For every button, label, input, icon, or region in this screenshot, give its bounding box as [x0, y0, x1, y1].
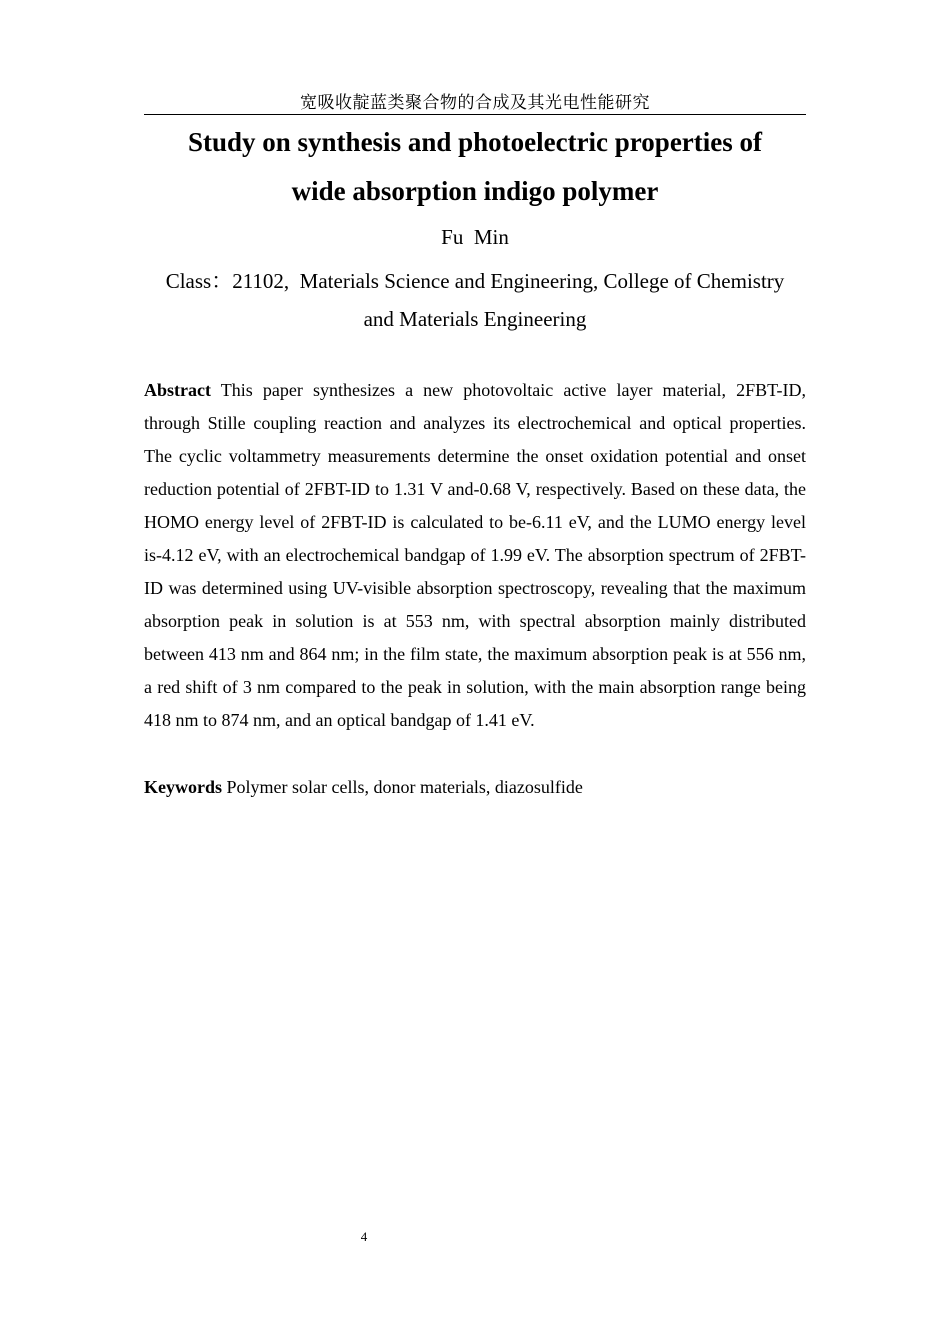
paper-title-line-1: Study on synthesis and photoelectric properties of	[187, 127, 763, 157]
author-affiliation	[130, 262, 820, 338]
affiliation-line-1: Class：21102, Materials Science and Engineering, College of Chemistry	[165, 269, 785, 293]
keywords-label: Keywords	[144, 777, 222, 797]
author-name: Fu Min	[441, 225, 509, 249]
keywords-text: Polymer solar cells, donor materials, diazosulfide	[222, 777, 583, 797]
abstract-label: Abstract	[144, 380, 211, 400]
abstract-paragraph	[144, 374, 806, 737]
abstract-text: This paper synthesizes a new photovoltaic active layer material, 2FBT-ID, through Stille coupling reaction and analyzes its electrochemical and optical properties. The cyclic voltammetry measurements determine the onset oxidation potential and onset reduction potential of 2FBT-ID to 1.31 V and-0.68 V, respectively. Based on these data, the HOMO energy level of 2FBT-ID is calculated to be-6.11 eV, and the LUMO energy level is-4.12 eV, with an electrochemical bandgap of 1.99 eV. The absorption spectrum of 2FBT-ID was determined using UV-visible absorption spectroscopy, revealing that the maximum absorption peak in solution is at 553 nm, with spectral absorption mainly distributed between 413 nm and 864 nm; in the film state, the maximum absorption peak is at 556 nm, a red shift of 3 nm compared to the peak in solution, with the main absorption range being 418 nm to 874 nm, and an optical bandgap of 1.41 eV.	[144, 380, 806, 730]
running-header: 宽吸收靛蓝类聚合物的合成及其光电性能研究	[144, 92, 806, 115]
page-number: 4	[360, 1229, 368, 1244]
paper-title	[120, 118, 830, 216]
affiliation-line-2: and Materials Engineering	[363, 307, 587, 331]
paper-title-line-2: wide absorption indigo polymer	[291, 176, 659, 206]
keywords-paragraph	[144, 771, 806, 804]
